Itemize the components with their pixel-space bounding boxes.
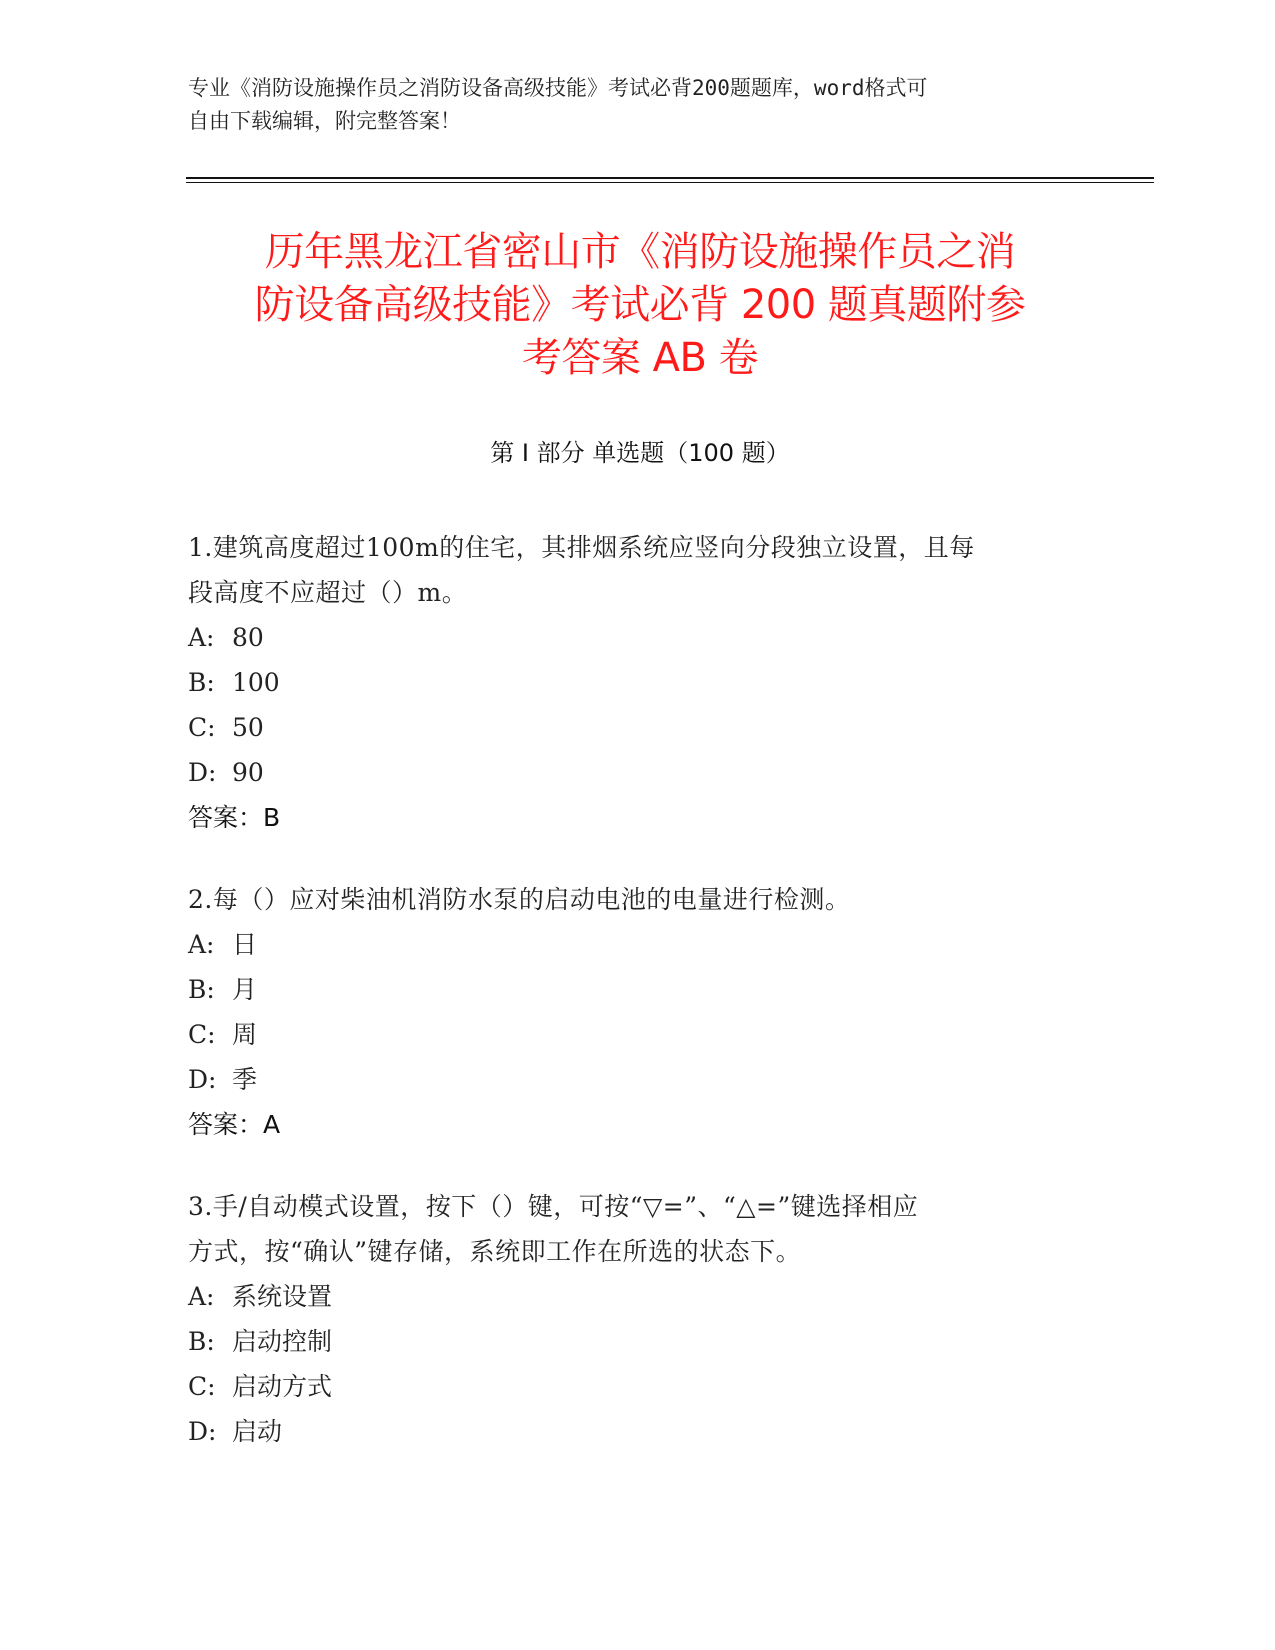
question-stem: 方式，按“确认”键存储，系统即工作在所选的状态下。 xyxy=(188,1237,802,1266)
option-d xyxy=(188,750,1088,795)
option-text: 系统设置 xyxy=(232,1282,333,1311)
option-text: 日 xyxy=(232,930,258,959)
question-stem: 2.每（）应对柴油机消防水泵的启动电池的电量进行检测。 xyxy=(188,885,851,914)
option-key: C: xyxy=(188,713,216,742)
option-text: 周 xyxy=(232,1020,258,1049)
option-text: 启动方式 xyxy=(232,1372,333,1401)
option-key: B: xyxy=(188,975,215,1004)
option-a xyxy=(188,1274,1088,1319)
question-stem: 3.手/自动模式设置，按下（）键，可按“▽=”、“△=”键选择相应 xyxy=(188,1192,919,1221)
header-note-line: 自由下载编辑，附完整答案！ xyxy=(188,109,461,133)
option-a xyxy=(188,615,1088,660)
option-text: 100 xyxy=(232,668,280,697)
question-2 xyxy=(188,877,1088,1147)
answer: 答案：A xyxy=(188,1110,281,1139)
option-text: 启动控制 xyxy=(232,1327,333,1356)
option-key: D: xyxy=(188,1065,217,1094)
answer: 答案：B xyxy=(188,803,281,832)
question-1 xyxy=(188,525,1088,840)
option-text: 90 xyxy=(232,758,264,787)
option-c xyxy=(188,1012,1088,1057)
question-stem: 1.建筑高度超过100m的住宅，其排烟系统应竖向分段独立设置，且每 xyxy=(188,533,975,562)
option-b xyxy=(188,967,1088,1012)
document-title xyxy=(186,226,1094,385)
option-c xyxy=(188,1364,1088,1409)
question-stem: 段高度不应超过（）m。 xyxy=(188,578,468,607)
option-key: D: xyxy=(188,1417,217,1446)
header-divider-thick xyxy=(186,177,1154,179)
header-divider-thin xyxy=(186,182,1154,183)
option-text: 启动 xyxy=(232,1417,283,1446)
option-key: B: xyxy=(188,1327,215,1356)
option-b xyxy=(188,1319,1088,1364)
option-key: D: xyxy=(188,758,217,787)
option-text: 季 xyxy=(232,1065,258,1094)
document-title-line: 历年黑龙江省密山市《消防设施操作员之消 xyxy=(264,229,1016,275)
document-title-line: 考答案 AB 卷 xyxy=(521,335,759,381)
option-key: B: xyxy=(188,668,215,697)
section-heading: 第 I 部分 单选题（100 题） xyxy=(490,439,790,467)
option-key: A: xyxy=(188,930,215,959)
option-text: 80 xyxy=(232,623,264,652)
option-c xyxy=(188,705,1088,750)
option-b xyxy=(188,660,1088,705)
option-d xyxy=(188,1409,1088,1454)
question-list xyxy=(188,525,1088,1491)
header-note xyxy=(188,72,1088,138)
header-note-line: 专业《消防设施操作员之消防设备高级技能》考试必背200题题库，word格式可 xyxy=(188,76,928,100)
option-a xyxy=(188,922,1088,967)
question-3 xyxy=(188,1184,1088,1454)
option-key: C: xyxy=(188,1020,216,1049)
option-key: A: xyxy=(188,1282,215,1311)
document-title-line: 防设备高级技能》考试必背 200 题真题附参 xyxy=(254,282,1026,328)
option-key: C: xyxy=(188,1372,216,1401)
option-text: 50 xyxy=(232,713,264,742)
option-text: 月 xyxy=(232,975,258,1004)
option-d xyxy=(188,1057,1088,1102)
option-key: A: xyxy=(188,623,215,652)
